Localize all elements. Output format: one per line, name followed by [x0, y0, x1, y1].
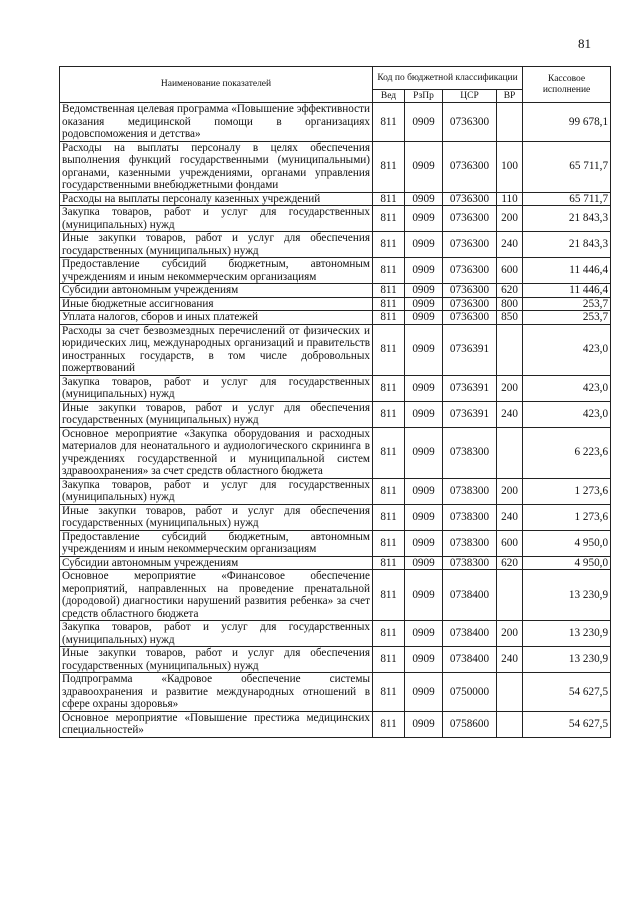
table-row [60, 206, 611, 232]
row-vr: 850 [497, 311, 523, 325]
row-vr: 200 [497, 206, 523, 232]
row-amount: 11 446,4 [523, 284, 611, 298]
row-name: Ведомственная целевая программа «Повышение эффективности оказания медицинской помощи в организациях родовспоможения и детства» [60, 103, 373, 142]
row-rzpr: 0909 [405, 556, 443, 570]
row-amount: 54 627,5 [523, 673, 611, 712]
row-rzpr: 0909 [405, 375, 443, 401]
row-amount: 4 950,0 [523, 530, 611, 556]
row-csr: 0736391 [443, 401, 497, 427]
table-row [60, 673, 611, 712]
row-vr: 240 [497, 401, 523, 427]
row-rzpr: 0909 [405, 141, 443, 192]
table-row [60, 621, 611, 647]
row-rzpr: 0909 [405, 711, 443, 737]
row-vr: 100 [497, 141, 523, 192]
row-name: Расходы на выплаты персоналу казенных учреждений [60, 192, 373, 206]
row-vr: 600 [497, 530, 523, 556]
row-ved: 811 [373, 570, 405, 621]
row-csr: 0736300 [443, 311, 497, 325]
table-row [60, 375, 611, 401]
row-csr: 0736300 [443, 206, 497, 232]
row-rzpr: 0909 [405, 311, 443, 325]
row-name: Основное мероприятие «Закупка оборудования и расходных материалов для неонатального и аудиологического скрининга в учреждениях государственной и муниципальной систем здравоохранения» за счет средств областного бюджета [60, 427, 373, 478]
row-vr: 110 [497, 192, 523, 206]
row-name: Расходы на выплаты персоналу в целях обеспечения выполнения функций государственными (муниципальными) органами, казенными учреждениями, органами управления государственными внебюджетными фондами [60, 141, 373, 192]
table-row [60, 711, 611, 737]
row-csr: 0758600 [443, 711, 497, 737]
row-vr [497, 570, 523, 621]
budget-table [59, 66, 611, 738]
row-rzpr: 0909 [405, 258, 443, 284]
row-amount: 21 843,3 [523, 206, 611, 232]
row-csr: 0736300 [443, 103, 497, 142]
row-ved: 811 [373, 478, 405, 504]
row-vr: 240 [497, 647, 523, 673]
table-body [60, 103, 611, 738]
row-rzpr: 0909 [405, 427, 443, 478]
row-amount: 1 273,6 [523, 478, 611, 504]
table-row [60, 530, 611, 556]
row-amount: 11 446,4 [523, 258, 611, 284]
header-amount: Кассовое исполнение [523, 67, 611, 103]
row-rzpr: 0909 [405, 530, 443, 556]
row-name: Иные закупки товаров, работ и услуг для обеспечения государственных (муниципальных) нужд [60, 401, 373, 427]
row-name: Иные закупки товаров, работ и услуг для обеспечения государственных (муниципальных) нужд [60, 232, 373, 258]
row-ved: 811 [373, 258, 405, 284]
row-ved: 811 [373, 375, 405, 401]
row-csr: 0738300 [443, 478, 497, 504]
row-csr: 0738300 [443, 530, 497, 556]
row-name: Уплата налогов, сборов и иных платежей [60, 311, 373, 325]
row-ved: 811 [373, 297, 405, 311]
table-row [60, 556, 611, 570]
table-row [60, 311, 611, 325]
row-amount: 13 230,9 [523, 621, 611, 647]
row-vr: 620 [497, 284, 523, 298]
header-name: Наименование показателей [60, 67, 373, 103]
row-ved: 811 [373, 103, 405, 142]
table-row [60, 478, 611, 504]
row-csr: 0738400 [443, 647, 497, 673]
row-csr: 0736391 [443, 375, 497, 401]
table-row [60, 103, 611, 142]
row-amount: 1 273,6 [523, 504, 611, 530]
row-csr: 0738300 [443, 504, 497, 530]
row-rzpr: 0909 [405, 647, 443, 673]
header-vr: ВР [497, 90, 523, 103]
table-row [60, 570, 611, 621]
row-name: Иные закупки товаров, работ и услуг для обеспечения государственных (муниципальных) нужд [60, 504, 373, 530]
row-vr: 200 [497, 478, 523, 504]
row-name: Основное мероприятие «Повышение престижа медицинских специальностей» [60, 711, 373, 737]
row-csr: 0738300 [443, 556, 497, 570]
row-name: Закупка товаров, работ и услуг для государственных (муниципальных) нужд [60, 206, 373, 232]
row-vr: 800 [497, 297, 523, 311]
row-ved: 811 [373, 401, 405, 427]
row-rzpr: 0909 [405, 401, 443, 427]
row-name: Закупка товаров, работ и услуг для государственных (муниципальных) нужд [60, 478, 373, 504]
row-vr: 240 [497, 504, 523, 530]
row-rzpr: 0909 [405, 206, 443, 232]
row-ved: 811 [373, 673, 405, 712]
row-csr: 0736300 [443, 284, 497, 298]
row-name: Предоставление субсидий бюджетным, автономным учреждениям и иным некоммерческим организациям [60, 530, 373, 556]
row-amount: 13 230,9 [523, 570, 611, 621]
row-name: Иные бюджетные ассигнования [60, 297, 373, 311]
row-name: Субсидии автономным учреждениям [60, 556, 373, 570]
row-name: Субсидии автономным учреждениям [60, 284, 373, 298]
row-rzpr: 0909 [405, 297, 443, 311]
table-row [60, 232, 611, 258]
table-row [60, 192, 611, 206]
row-vr [497, 103, 523, 142]
row-name: Подпрограмма «Кадровое обеспечение системы здравоохранения и развитие международных отношений в сфере охраны здоровья» [60, 673, 373, 712]
row-amount: 13 230,9 [523, 647, 611, 673]
table-row [60, 297, 611, 311]
row-amount: 253,7 [523, 311, 611, 325]
row-ved: 811 [373, 556, 405, 570]
header-code-group: Код по бюджетной классификации [373, 67, 523, 90]
row-rzpr: 0909 [405, 504, 443, 530]
row-ved: 811 [373, 530, 405, 556]
row-name: Предоставление субсидий бюджетным, автономным учреждениям и иным некоммерческим организациям [60, 258, 373, 284]
row-rzpr: 0909 [405, 570, 443, 621]
row-rzpr: 0909 [405, 192, 443, 206]
row-vr: 240 [497, 232, 523, 258]
header-csr: ЦСР [443, 90, 497, 103]
row-amount: 4 950,0 [523, 556, 611, 570]
row-rzpr: 0909 [405, 103, 443, 142]
row-ved: 811 [373, 647, 405, 673]
row-ved: 811 [373, 192, 405, 206]
table-row [60, 284, 611, 298]
row-amount: 423,0 [523, 401, 611, 427]
row-vr: 200 [497, 621, 523, 647]
row-rzpr: 0909 [405, 324, 443, 375]
row-csr: 0736300 [443, 232, 497, 258]
row-csr: 0738300 [443, 427, 497, 478]
row-vr [497, 427, 523, 478]
table-row [60, 141, 611, 192]
row-rzpr: 0909 [405, 673, 443, 712]
row-name: Иные закупки товаров, работ и услуг для обеспечения государственных (муниципальных) нужд [60, 647, 373, 673]
row-amount: 54 627,5 [523, 711, 611, 737]
row-ved: 811 [373, 284, 405, 298]
row-name: Основное мероприятие «Финансовое обеспечение мероприятий, направленных на проведение пренатальной (дородовой) диагностики нарушений развития ребенка» за счет средств областного бюджета [60, 570, 373, 621]
row-amount: 6 223,6 [523, 427, 611, 478]
row-rzpr: 0909 [405, 478, 443, 504]
row-ved: 811 [373, 427, 405, 478]
row-csr: 0736300 [443, 192, 497, 206]
row-ved: 811 [373, 141, 405, 192]
row-ved: 811 [373, 232, 405, 258]
row-csr: 0738400 [443, 621, 497, 647]
row-amount: 21 843,3 [523, 232, 611, 258]
header-rzpr: РзПр [405, 90, 443, 103]
row-name: Закупка товаров, работ и услуг для государственных (муниципальных) нужд [60, 621, 373, 647]
row-ved: 811 [373, 504, 405, 530]
header-ved: Вед [373, 90, 405, 103]
row-vr [497, 324, 523, 375]
row-vr [497, 673, 523, 712]
row-vr: 620 [497, 556, 523, 570]
row-ved: 811 [373, 206, 405, 232]
row-csr: 0736300 [443, 258, 497, 284]
table-row [60, 647, 611, 673]
row-amount: 423,0 [523, 324, 611, 375]
row-amount: 423,0 [523, 375, 611, 401]
table-row [60, 324, 611, 375]
row-amount: 253,7 [523, 297, 611, 311]
row-csr: 0736300 [443, 141, 497, 192]
table-row [60, 427, 611, 478]
row-rzpr: 0909 [405, 284, 443, 298]
row-csr: 0750000 [443, 673, 497, 712]
row-ved: 811 [373, 621, 405, 647]
row-vr [497, 711, 523, 737]
table-row [60, 504, 611, 530]
row-csr: 0736300 [443, 297, 497, 311]
row-amount: 65 711,7 [523, 192, 611, 206]
row-ved: 811 [373, 311, 405, 325]
table-header [60, 67, 611, 103]
row-amount: 99 678,1 [523, 103, 611, 142]
row-csr: 0736391 [443, 324, 497, 375]
row-name: Закупка товаров, работ и услуг для государственных (муниципальных) нужд [60, 375, 373, 401]
row-ved: 811 [373, 711, 405, 737]
row-rzpr: 0909 [405, 621, 443, 647]
row-name: Расходы за счет безвозмездных перечислений от физических и юридических лиц, международных организаций и правительств иностранных государств, в том числе добровольных пожертвований [60, 324, 373, 375]
row-csr: 0738400 [443, 570, 497, 621]
page-number: 81 [578, 36, 591, 51]
table-row [60, 401, 611, 427]
table-row [60, 258, 611, 284]
row-ved: 811 [373, 324, 405, 375]
row-vr: 600 [497, 258, 523, 284]
row-vr: 200 [497, 375, 523, 401]
row-rzpr: 0909 [405, 232, 443, 258]
row-amount: 65 711,7 [523, 141, 611, 192]
